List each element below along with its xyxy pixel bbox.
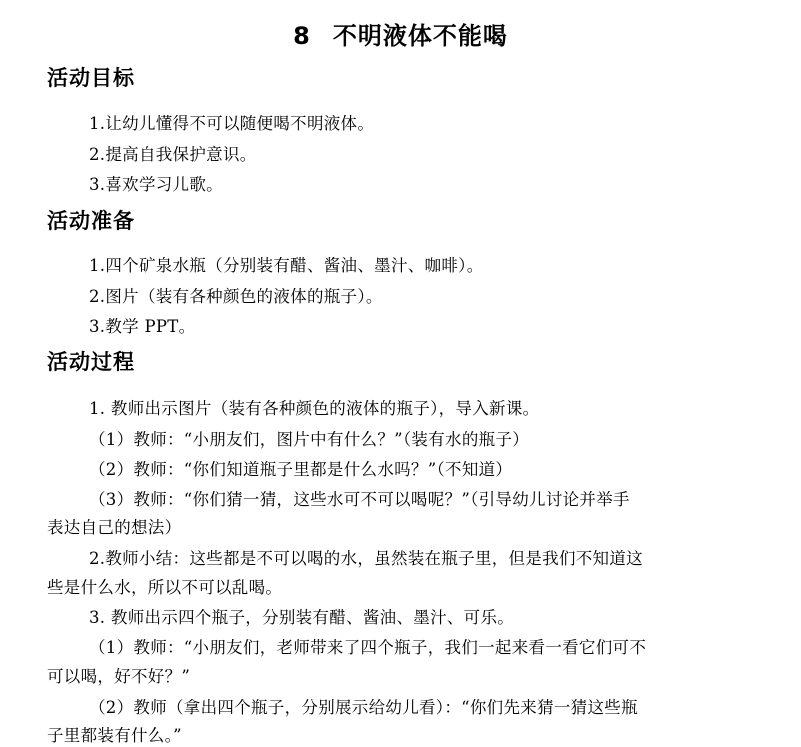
process-line: 可以喝，好不好？” [47,667,191,686]
process-line: （2）教师：“你们知道瓶子里都是什么水吗？”（不知道） [89,460,513,479]
process-line: （1）教师：“小朋友们，图片中有什么？”（装有水的瓶子） [89,430,530,449]
process-line: （3）教师：“你们猜一猜，这些水可不可以喝呢？”（引导幼儿讨论并举手 [89,490,630,509]
process-line: 1. 教师出示图片（装有各种颜色的液体的瓶子），导入新课。 [89,399,540,418]
goal-item-1: 1.让幼儿懂得不可以随便喝不明液体。 [89,114,375,133]
process-line: 3. 教师出示四个瓶子，分别装有醋、酱油、墨汁、可乐。 [89,608,515,627]
title-text: 不明液体不能喝 [332,22,508,50]
page-title [0,16,801,51]
section-heading-preparation: 活动准备 [47,209,135,233]
section-heading-process: 活动过程 [47,350,135,374]
process-line: 些是什么水，所以不可以乱喝。 [47,578,283,597]
process-line: （1）教师：“小朋友们，老师带来了四个瓶子，我们一起来看一看它们可不 [89,638,647,657]
goal-item-2: 2.提高自我保护意识。 [89,145,257,164]
process-line: 表达自己的想法） [47,518,182,537]
process-line: 2.教师小结：这些都是不可以喝的水，虽然装在瓶子里，但是我们不知道这 [89,549,643,568]
section-heading-goals: 活动目标 [47,66,135,90]
process-line: （2）教师（拿出四个瓶子，分别展示给幼儿看）：“你们先来猜一猜这些瓶 [89,698,638,717]
preparation-item-2: 2.图片（装有各种颜色的液体的瓶子）。 [89,287,383,306]
goal-item-3: 3.喜欢学习儿歌。 [89,175,223,194]
process-line: 子里都装有什么。” [47,726,182,745]
preparation-item-1: 1.四个矿泉水瓶（分别装有醋、酱油、墨汁、咖啡）。 [89,256,484,275]
preparation-item-3: 3.教学 PPT。 [89,317,196,336]
title-number: 8 [293,22,311,50]
